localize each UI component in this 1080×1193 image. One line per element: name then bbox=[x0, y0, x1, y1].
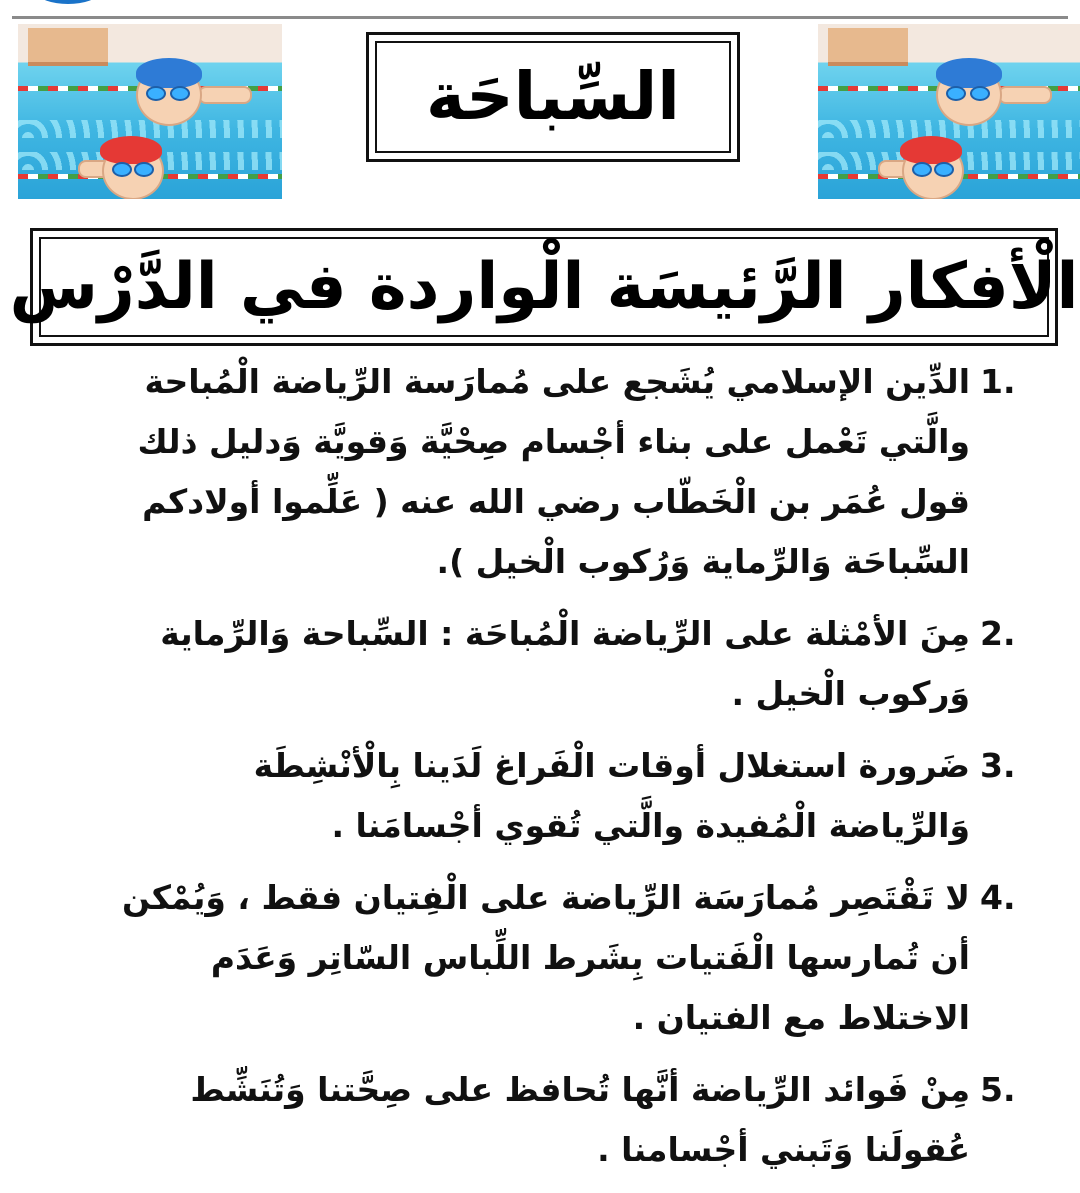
list-item-number: 5. bbox=[980, 1070, 1016, 1109]
swimmer-arm bbox=[998, 86, 1052, 104]
goggles-icon bbox=[970, 86, 990, 101]
water-wave bbox=[818, 120, 1080, 138]
list-item bbox=[120, 604, 1016, 724]
list-item-number: 1. bbox=[980, 362, 1016, 401]
list-item bbox=[120, 868, 1016, 1048]
swimming-illustration-left bbox=[18, 24, 282, 199]
goggles-icon bbox=[134, 162, 154, 177]
main-ideas-list bbox=[120, 352, 1016, 1192]
goggles-icon bbox=[912, 162, 932, 177]
list-item-number: 3. bbox=[980, 746, 1016, 785]
swim-cap-red bbox=[100, 136, 162, 164]
list-item-text: ضَرورة استغلال أوقات الْفَراغ لَدَينا بِالْأنْشِطَة وَالرِّياضة الْمُفيدة والَّتي تُقوي أجْسامَنا . bbox=[253, 746, 970, 845]
water-wave bbox=[18, 120, 282, 138]
swimmer-arm bbox=[198, 86, 252, 104]
goggles-icon bbox=[146, 86, 166, 101]
swim-cap-blue bbox=[936, 58, 1002, 88]
list-item-text: لا تَقْتَصِر مُمارَسَة الرِّياضة على الْفِتيان فقط ، وَيُمْكن أن تُمارسها الْفَتيات بِشَرط اللِّباس السّاتِر وَعَدَم الاختلاط مع الفتيان . bbox=[122, 878, 970, 1037]
title-frame bbox=[366, 32, 740, 162]
poolside-building bbox=[828, 28, 908, 66]
title-frame-inner bbox=[375, 41, 731, 153]
list-item-number: 4. bbox=[980, 878, 1016, 917]
section-heading: الْأفكار الرَّئيسَة الْواردة في الدَّرْس bbox=[9, 250, 1079, 324]
list-item bbox=[120, 1060, 1016, 1180]
swim-cap-blue bbox=[136, 58, 202, 88]
swim-cap-red bbox=[900, 136, 962, 164]
list-item bbox=[120, 736, 1016, 856]
list-item-number: 2. bbox=[980, 614, 1016, 653]
goggles-icon bbox=[946, 86, 966, 101]
goggles-icon bbox=[112, 162, 132, 177]
goggles-icon bbox=[170, 86, 190, 101]
list-item-text: الدِّين الإسلامي يُشَجع على مُمارَسة الرِّياضة الْمُباحة والَّتي تَعْمل على بناء أجْسام صِحْيَّة وَقويَّة وَدليل ذلك قول عُمَر بن الْخَطّاب رضي الله عنه ( عَلِّموا أولادكم السِّباحَة وَالرِّماية وَرُكوب الْخيل ). bbox=[137, 362, 970, 581]
goggles-icon bbox=[934, 162, 954, 177]
heading-frame-inner bbox=[9, 237, 1079, 337]
list-item-text: مِنَ الأمْثلة على الرِّياضة الْمُباحَة : السِّباحة وَالرِّماية وَركوب الْخيل . bbox=[160, 614, 970, 713]
corner-decoration bbox=[38, 0, 98, 4]
poolside-building bbox=[28, 28, 108, 66]
top-divider bbox=[12, 16, 1068, 19]
swimming-illustration-right bbox=[818, 24, 1080, 199]
list-item-text: مِنْ فَوائد الرِّياضة أنَّها تُحافظ على صِحَّتنا وَتُنَشِّط عُقولَنا وَتَبني أجْسامنا . bbox=[190, 1070, 970, 1169]
list-item bbox=[120, 352, 1016, 592]
page-title: السِّباحَة bbox=[426, 58, 680, 135]
heading-frame bbox=[9, 228, 1079, 346]
